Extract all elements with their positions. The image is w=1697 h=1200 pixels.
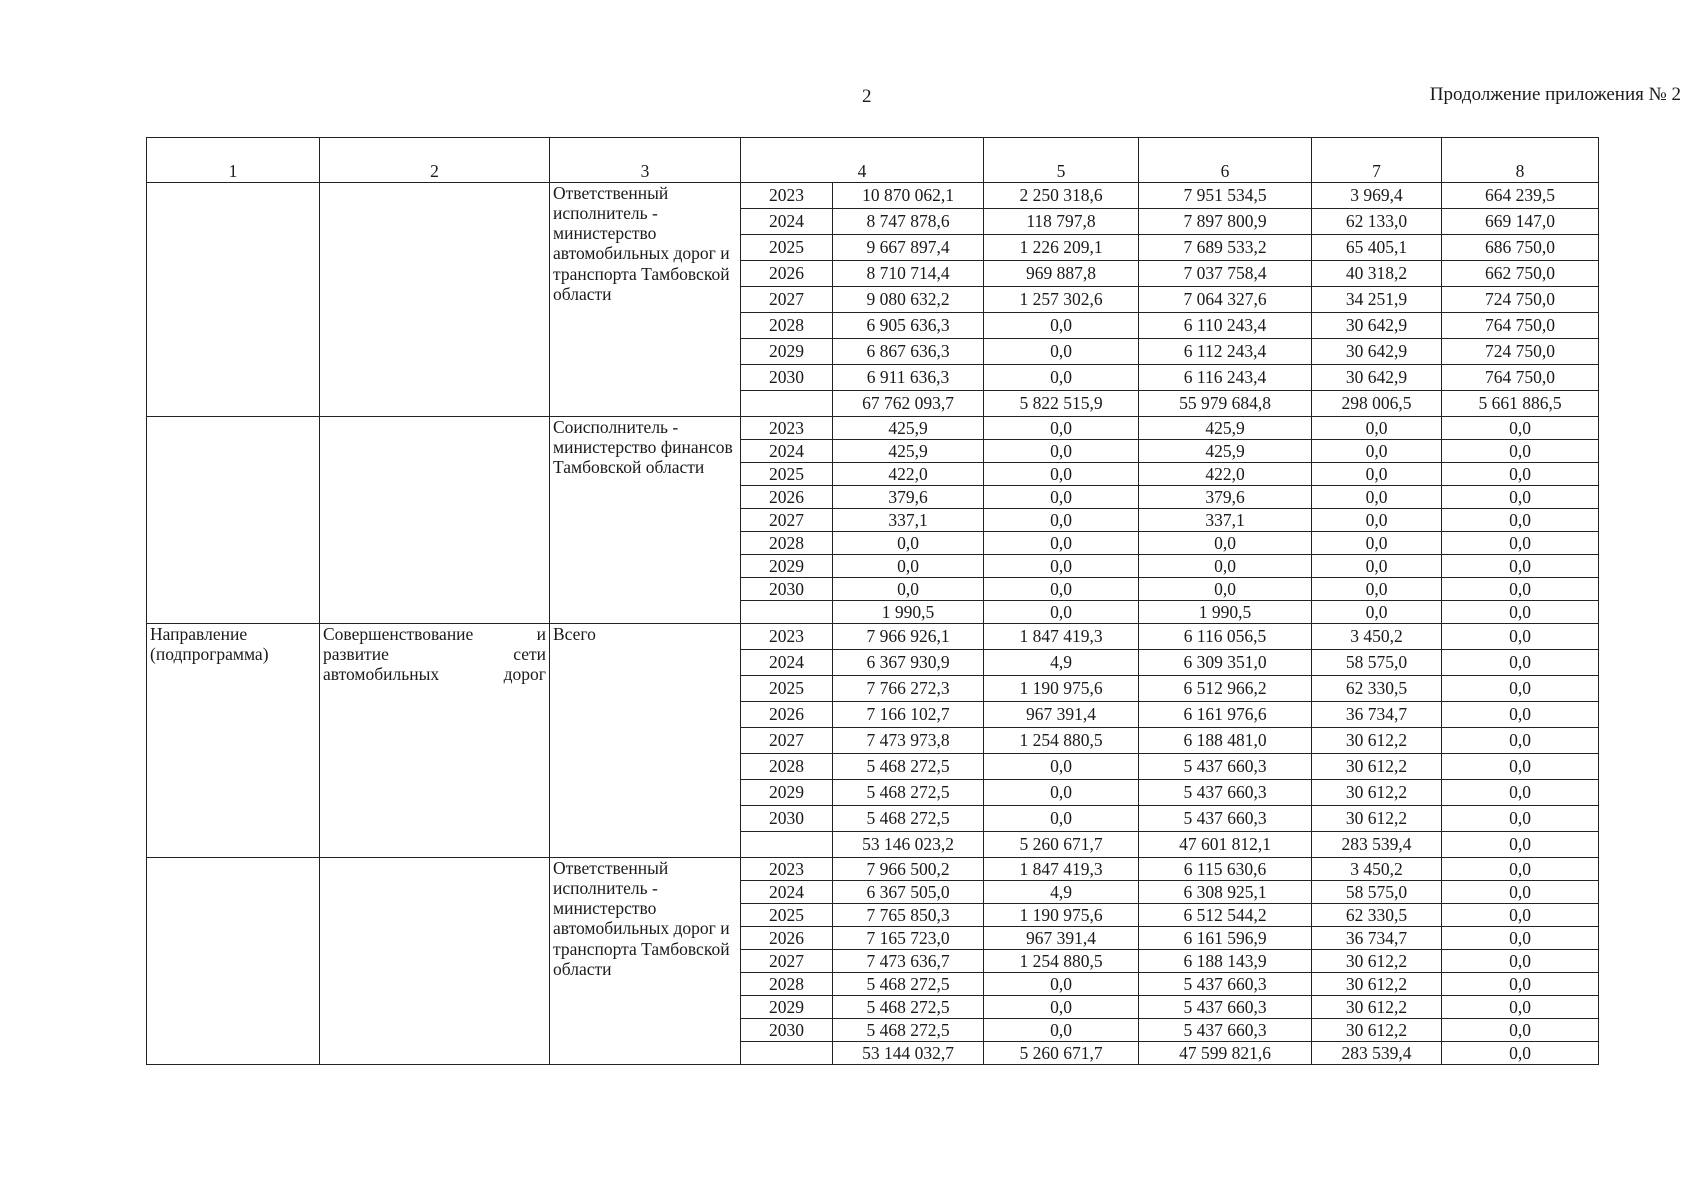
year-cell: 2024 (741, 440, 833, 463)
federal-budget-cell: 0,0 (984, 578, 1139, 601)
extra-budget-cell: 0,0 (1442, 832, 1599, 858)
total-value-cell: 53 146 023,2 (833, 832, 984, 858)
extra-budget-cell: 0,0 (1442, 754, 1599, 780)
year-cell: 2028 (741, 313, 833, 339)
regional-budget-cell: 6 308 925,1 (1139, 881, 1312, 904)
extra-budget-cell: 724 750,0 (1442, 339, 1599, 365)
local-budget-cell: 30 612,2 (1312, 950, 1442, 973)
federal-budget-cell: 1 190 975,6 (984, 904, 1139, 927)
federal-budget-cell: 1 254 880,5 (984, 950, 1139, 973)
federal-budget-cell: 0,0 (984, 555, 1139, 578)
local-budget-cell: 30 612,2 (1312, 780, 1442, 806)
local-budget-cell: 0,0 (1312, 578, 1442, 601)
federal-budget-cell: 0,0 (984, 463, 1139, 486)
local-budget-cell: 0,0 (1312, 601, 1442, 624)
local-budget-cell: 30 612,2 (1312, 754, 1442, 780)
local-budget-cell: 0,0 (1312, 555, 1442, 578)
local-budget-cell: 58 575,0 (1312, 650, 1442, 676)
regional-budget-cell: 5 437 660,3 (1139, 1019, 1312, 1042)
regional-budget-cell: 6 161 976,6 (1139, 702, 1312, 728)
local-budget-cell: 62 330,5 (1312, 676, 1442, 702)
local-budget-cell: 3 969,4 (1312, 183, 1442, 209)
extra-budget-cell: 0,0 (1442, 417, 1599, 440)
year-cell: 2029 (741, 339, 833, 365)
total-value-cell: 5 468 272,5 (833, 780, 984, 806)
year-cell: 2028 (741, 973, 833, 996)
regional-budget-cell: 425,9 (1139, 417, 1312, 440)
local-budget-cell: 30 612,2 (1312, 806, 1442, 832)
regional-budget-cell: 5 437 660,3 (1139, 806, 1312, 832)
extra-budget-cell: 0,0 (1442, 555, 1599, 578)
total-value-cell: 379,6 (833, 486, 984, 509)
year-cell: 2027 (741, 509, 833, 532)
regional-budget-cell: 6 188 481,0 (1139, 728, 1312, 754)
year-cell (741, 1042, 833, 1065)
regional-budget-cell: 6 115 630,6 (1139, 858, 1312, 881)
total-value-cell: 425,9 (833, 417, 984, 440)
federal-budget-cell: 2 250 318,6 (984, 183, 1139, 209)
extra-budget-cell: 0,0 (1442, 950, 1599, 973)
local-budget-cell: 58 575,0 (1312, 881, 1442, 904)
executor-cell: Ответственный исполнитель - министерство автомобильных дорог и транспорта Тамбовской области (550, 183, 741, 417)
year-cell: 2026 (741, 702, 833, 728)
extra-budget-cell: 0,0 (1442, 676, 1599, 702)
total-value-cell: 425,9 (833, 440, 984, 463)
total-value-cell: 5 468 272,5 (833, 1019, 984, 1042)
total-value-cell: 9 667 897,4 (833, 235, 984, 261)
year-cell: 2023 (741, 624, 833, 650)
year-cell: 2025 (741, 904, 833, 927)
extra-budget-cell: 0,0 (1442, 1019, 1599, 1042)
direction-cell (147, 417, 320, 624)
local-budget-cell: 30 642,9 (1312, 313, 1442, 339)
regional-budget-cell: 0,0 (1139, 578, 1312, 601)
year-cell: 2027 (741, 728, 833, 754)
extra-budget-cell: 0,0 (1442, 728, 1599, 754)
regional-budget-cell: 425,9 (1139, 440, 1312, 463)
year-cell: 2029 (741, 780, 833, 806)
federal-budget-cell: 0,0 (984, 601, 1139, 624)
total-value-cell: 5 468 272,5 (833, 754, 984, 780)
local-budget-cell: 0,0 (1312, 486, 1442, 509)
total-value-cell: 7 165 723,0 (833, 927, 984, 950)
federal-budget-cell: 5 822 515,9 (984, 391, 1139, 417)
year-cell: 2023 (741, 183, 833, 209)
total-value-cell: 7 473 636,7 (833, 950, 984, 973)
total-value-cell: 7 966 500,2 (833, 858, 984, 881)
total-value-cell: 6 367 505,0 (833, 881, 984, 904)
year-cell: 2030 (741, 806, 833, 832)
extra-budget-cell: 0,0 (1442, 996, 1599, 1019)
federal-budget-cell: 118 797,8 (984, 209, 1139, 235)
federal-budget-cell: 0,0 (984, 532, 1139, 555)
extra-budget-cell: 764 750,0 (1442, 313, 1599, 339)
total-value-cell: 7 765 850,3 (833, 904, 984, 927)
local-budget-cell: 3 450,2 (1312, 624, 1442, 650)
year-cell: 2025 (741, 676, 833, 702)
total-value-cell: 67 762 093,7 (833, 391, 984, 417)
federal-budget-cell: 4,9 (984, 650, 1139, 676)
extra-budget-cell: 0,0 (1442, 927, 1599, 950)
extra-budget-cell: 0,0 (1442, 624, 1599, 650)
federal-budget-cell: 4,9 (984, 881, 1139, 904)
executor-cell: Ответственный исполнитель - министерство автомобильных дорог и транспорта Тамбовской области (550, 858, 741, 1065)
extra-budget-cell: 0,0 (1442, 463, 1599, 486)
executor-cell: Всего (550, 624, 741, 858)
year-cell: 2029 (741, 996, 833, 1019)
total-value-cell: 7 966 926,1 (833, 624, 984, 650)
federal-budget-cell: 0,0 (984, 509, 1139, 532)
extra-budget-cell: 0,0 (1442, 858, 1599, 881)
total-value-cell: 6 911 636,3 (833, 365, 984, 391)
extra-budget-cell: 724 750,0 (1442, 287, 1599, 313)
federal-budget-cell: 0,0 (984, 996, 1139, 1019)
local-budget-cell: 34 251,9 (1312, 287, 1442, 313)
regional-budget-cell: 7 951 534,5 (1139, 183, 1312, 209)
regional-budget-cell: 6 512 966,2 (1139, 676, 1312, 702)
regional-budget-cell: 5 437 660,3 (1139, 973, 1312, 996)
local-budget-cell: 36 734,7 (1312, 927, 1442, 950)
appendix-continuation-label: Продолжение приложения № 2 (1429, 84, 1681, 105)
column-header: 8 (1442, 138, 1599, 183)
federal-budget-cell: 1 190 975,6 (984, 676, 1139, 702)
extra-budget-cell: 0,0 (1442, 973, 1599, 996)
total-value-cell: 5 468 272,5 (833, 806, 984, 832)
subprogram-name-cell: Совершенствование и развитие сети автомобильных дорог (320, 624, 550, 858)
year-cell: 2024 (741, 650, 833, 676)
regional-budget-cell: 6 112 243,4 (1139, 339, 1312, 365)
extra-budget-cell: 0,0 (1442, 780, 1599, 806)
federal-budget-cell: 969 887,8 (984, 261, 1139, 287)
regional-budget-cell: 47 599 821,6 (1139, 1042, 1312, 1065)
local-budget-cell: 30 612,2 (1312, 728, 1442, 754)
local-budget-cell: 30 642,9 (1312, 365, 1442, 391)
year-cell: 2026 (741, 927, 833, 950)
federal-budget-cell: 1 847 419,3 (984, 624, 1139, 650)
column-number-row (147, 138, 1599, 183)
federal-budget-cell: 0,0 (984, 339, 1139, 365)
direction-cell (147, 858, 320, 1065)
total-value-cell: 7 473 973,8 (833, 728, 984, 754)
extra-budget-cell: 0,0 (1442, 578, 1599, 601)
federal-budget-cell: 0,0 (984, 973, 1139, 996)
local-budget-cell: 62 133,0 (1312, 209, 1442, 235)
year-cell (741, 391, 833, 417)
regional-budget-cell: 379,6 (1139, 486, 1312, 509)
regional-budget-cell: 1 990,5 (1139, 601, 1312, 624)
regional-budget-cell: 7 689 533,2 (1139, 235, 1312, 261)
federal-budget-cell: 0,0 (984, 780, 1139, 806)
total-value-cell: 10 870 062,1 (833, 183, 984, 209)
local-budget-cell: 0,0 (1312, 440, 1442, 463)
local-budget-cell: 40 318,2 (1312, 261, 1442, 287)
local-budget-cell: 30 612,2 (1312, 1019, 1442, 1042)
local-budget-cell: 0,0 (1312, 532, 1442, 555)
regional-budget-cell: 6 116 056,5 (1139, 624, 1312, 650)
local-budget-cell: 0,0 (1312, 417, 1442, 440)
direction-cell (147, 183, 320, 417)
regional-budget-cell: 47 601 812,1 (1139, 832, 1312, 858)
federal-budget-cell: 5 260 671,7 (984, 1042, 1139, 1065)
year-cell: 2029 (741, 555, 833, 578)
federal-budget-cell: 0,0 (984, 806, 1139, 832)
federal-budget-cell: 1 847 419,3 (984, 858, 1139, 881)
extra-budget-cell: 0,0 (1442, 904, 1599, 927)
local-budget-cell: 30 612,2 (1312, 973, 1442, 996)
local-budget-cell: 0,0 (1312, 509, 1442, 532)
subprogram-name-cell (320, 417, 550, 624)
federal-budget-cell: 967 391,4 (984, 927, 1139, 950)
total-value-cell: 337,1 (833, 509, 984, 532)
extra-budget-cell: 686 750,0 (1442, 235, 1599, 261)
local-budget-cell: 36 734,7 (1312, 702, 1442, 728)
extra-budget-cell: 0,0 (1442, 486, 1599, 509)
extra-budget-cell: 0,0 (1442, 650, 1599, 676)
total-value-cell: 0,0 (833, 532, 984, 555)
local-budget-cell: 283 539,4 (1312, 832, 1442, 858)
total-value-cell: 5 468 272,5 (833, 973, 984, 996)
regional-budget-cell: 5 437 660,3 (1139, 780, 1312, 806)
regional-budget-cell: 7 064 327,6 (1139, 287, 1312, 313)
total-value-cell: 0,0 (833, 578, 984, 601)
regional-budget-cell: 6 512 544,2 (1139, 904, 1312, 927)
total-value-cell: 9 080 632,2 (833, 287, 984, 313)
year-cell: 2026 (741, 486, 833, 509)
column-header: 2 (320, 138, 550, 183)
year-cell: 2030 (741, 1019, 833, 1042)
year-cell: 2030 (741, 365, 833, 391)
subprogram-name-cell (320, 183, 550, 417)
column-header: 1 (147, 138, 320, 183)
subprogram-name-cell (320, 858, 550, 1065)
regional-budget-cell: 422,0 (1139, 463, 1312, 486)
year-cell: 2023 (741, 417, 833, 440)
extra-budget-cell: 0,0 (1442, 532, 1599, 555)
local-budget-cell: 298 006,5 (1312, 391, 1442, 417)
year-cell: 2028 (741, 532, 833, 555)
extra-budget-cell: 0,0 (1442, 1042, 1599, 1065)
regional-budget-cell: 6 188 143,9 (1139, 950, 1312, 973)
total-value-cell: 1 990,5 (833, 601, 984, 624)
federal-budget-cell: 0,0 (984, 417, 1139, 440)
total-value-cell: 6 867 636,3 (833, 339, 984, 365)
federal-budget-cell: 0,0 (984, 754, 1139, 780)
total-value-cell: 6 367 930,9 (833, 650, 984, 676)
local-budget-cell: 30 612,2 (1312, 996, 1442, 1019)
year-cell: 2030 (741, 578, 833, 601)
total-value-cell: 0,0 (833, 555, 984, 578)
federal-budget-cell: 0,0 (984, 1019, 1139, 1042)
regional-budget-cell: 0,0 (1139, 532, 1312, 555)
financing-table (146, 137, 1599, 1065)
page-number: 2 (862, 86, 872, 107)
regional-budget-cell: 7 897 800,9 (1139, 209, 1312, 235)
regional-budget-cell: 337,1 (1139, 509, 1312, 532)
regional-budget-cell: 6 161 596,9 (1139, 927, 1312, 950)
local-budget-cell: 62 330,5 (1312, 904, 1442, 927)
year-cell (741, 601, 833, 624)
year-cell: 2024 (741, 209, 833, 235)
total-value-cell: 422,0 (833, 463, 984, 486)
federal-budget-cell: 1 226 209,1 (984, 235, 1139, 261)
federal-budget-cell: 5 260 671,7 (984, 832, 1139, 858)
year-cell: 2028 (741, 754, 833, 780)
year-row (147, 858, 1599, 881)
regional-budget-cell: 6 110 243,4 (1139, 313, 1312, 339)
extra-budget-cell: 669 147,0 (1442, 209, 1599, 235)
executor-cell: Соисполнитель - министерство финансов Тамбовской области (550, 417, 741, 624)
year-cell: 2027 (741, 287, 833, 313)
year-row (147, 417, 1599, 440)
extra-budget-cell: 0,0 (1442, 601, 1599, 624)
local-budget-cell: 65 405,1 (1312, 235, 1442, 261)
extra-budget-cell: 0,0 (1442, 440, 1599, 463)
federal-budget-cell: 1 254 880,5 (984, 728, 1139, 754)
year-cell: 2023 (741, 858, 833, 881)
total-value-cell: 5 468 272,5 (833, 996, 984, 1019)
year-cell (741, 832, 833, 858)
local-budget-cell: 30 642,9 (1312, 339, 1442, 365)
total-value-cell: 7 166 102,7 (833, 702, 984, 728)
extra-budget-cell: 0,0 (1442, 702, 1599, 728)
local-budget-cell: 283 539,4 (1312, 1042, 1442, 1065)
local-budget-cell: 3 450,2 (1312, 858, 1442, 881)
regional-budget-cell: 5 437 660,3 (1139, 996, 1312, 1019)
year-cell: 2025 (741, 235, 833, 261)
regional-budget-cell: 0,0 (1139, 555, 1312, 578)
federal-budget-cell: 0,0 (984, 313, 1139, 339)
year-cell: 2024 (741, 881, 833, 904)
extra-budget-cell: 0,0 (1442, 881, 1599, 904)
federal-budget-cell: 0,0 (984, 440, 1139, 463)
column-header: 4 (741, 138, 984, 183)
regional-budget-cell: 5 437 660,3 (1139, 754, 1312, 780)
extra-budget-cell: 5 661 886,5 (1442, 391, 1599, 417)
federal-budget-cell: 0,0 (984, 365, 1139, 391)
extra-budget-cell: 764 750,0 (1442, 365, 1599, 391)
direction-cell: Направление (подпрограмма) (147, 624, 320, 858)
total-value-cell: 6 905 636,3 (833, 313, 984, 339)
regional-budget-cell: 55 979 684,8 (1139, 391, 1312, 417)
regional-budget-cell: 7 037 758,4 (1139, 261, 1312, 287)
column-header: 6 (1139, 138, 1312, 183)
extra-budget-cell: 662 750,0 (1442, 261, 1599, 287)
year-row (147, 183, 1599, 209)
total-value-cell: 7 766 272,3 (833, 676, 984, 702)
year-cell: 2026 (741, 261, 833, 287)
regional-budget-cell: 6 116 243,4 (1139, 365, 1312, 391)
column-header: 5 (984, 138, 1139, 183)
year-cell: 2025 (741, 463, 833, 486)
total-value-cell: 8 747 878,6 (833, 209, 984, 235)
federal-budget-cell: 0,0 (984, 486, 1139, 509)
local-budget-cell: 0,0 (1312, 463, 1442, 486)
column-header: 7 (1312, 138, 1442, 183)
extra-budget-cell: 664 239,5 (1442, 183, 1599, 209)
extra-budget-cell: 0,0 (1442, 509, 1599, 532)
extra-budget-cell: 0,0 (1442, 806, 1599, 832)
federal-budget-cell: 967 391,4 (984, 702, 1139, 728)
year-row (147, 624, 1599, 650)
regional-budget-cell: 6 309 351,0 (1139, 650, 1312, 676)
total-value-cell: 8 710 714,4 (833, 261, 984, 287)
year-cell: 2027 (741, 950, 833, 973)
total-value-cell: 53 144 032,7 (833, 1042, 984, 1065)
column-header: 3 (550, 138, 741, 183)
federal-budget-cell: 1 257 302,6 (984, 287, 1139, 313)
